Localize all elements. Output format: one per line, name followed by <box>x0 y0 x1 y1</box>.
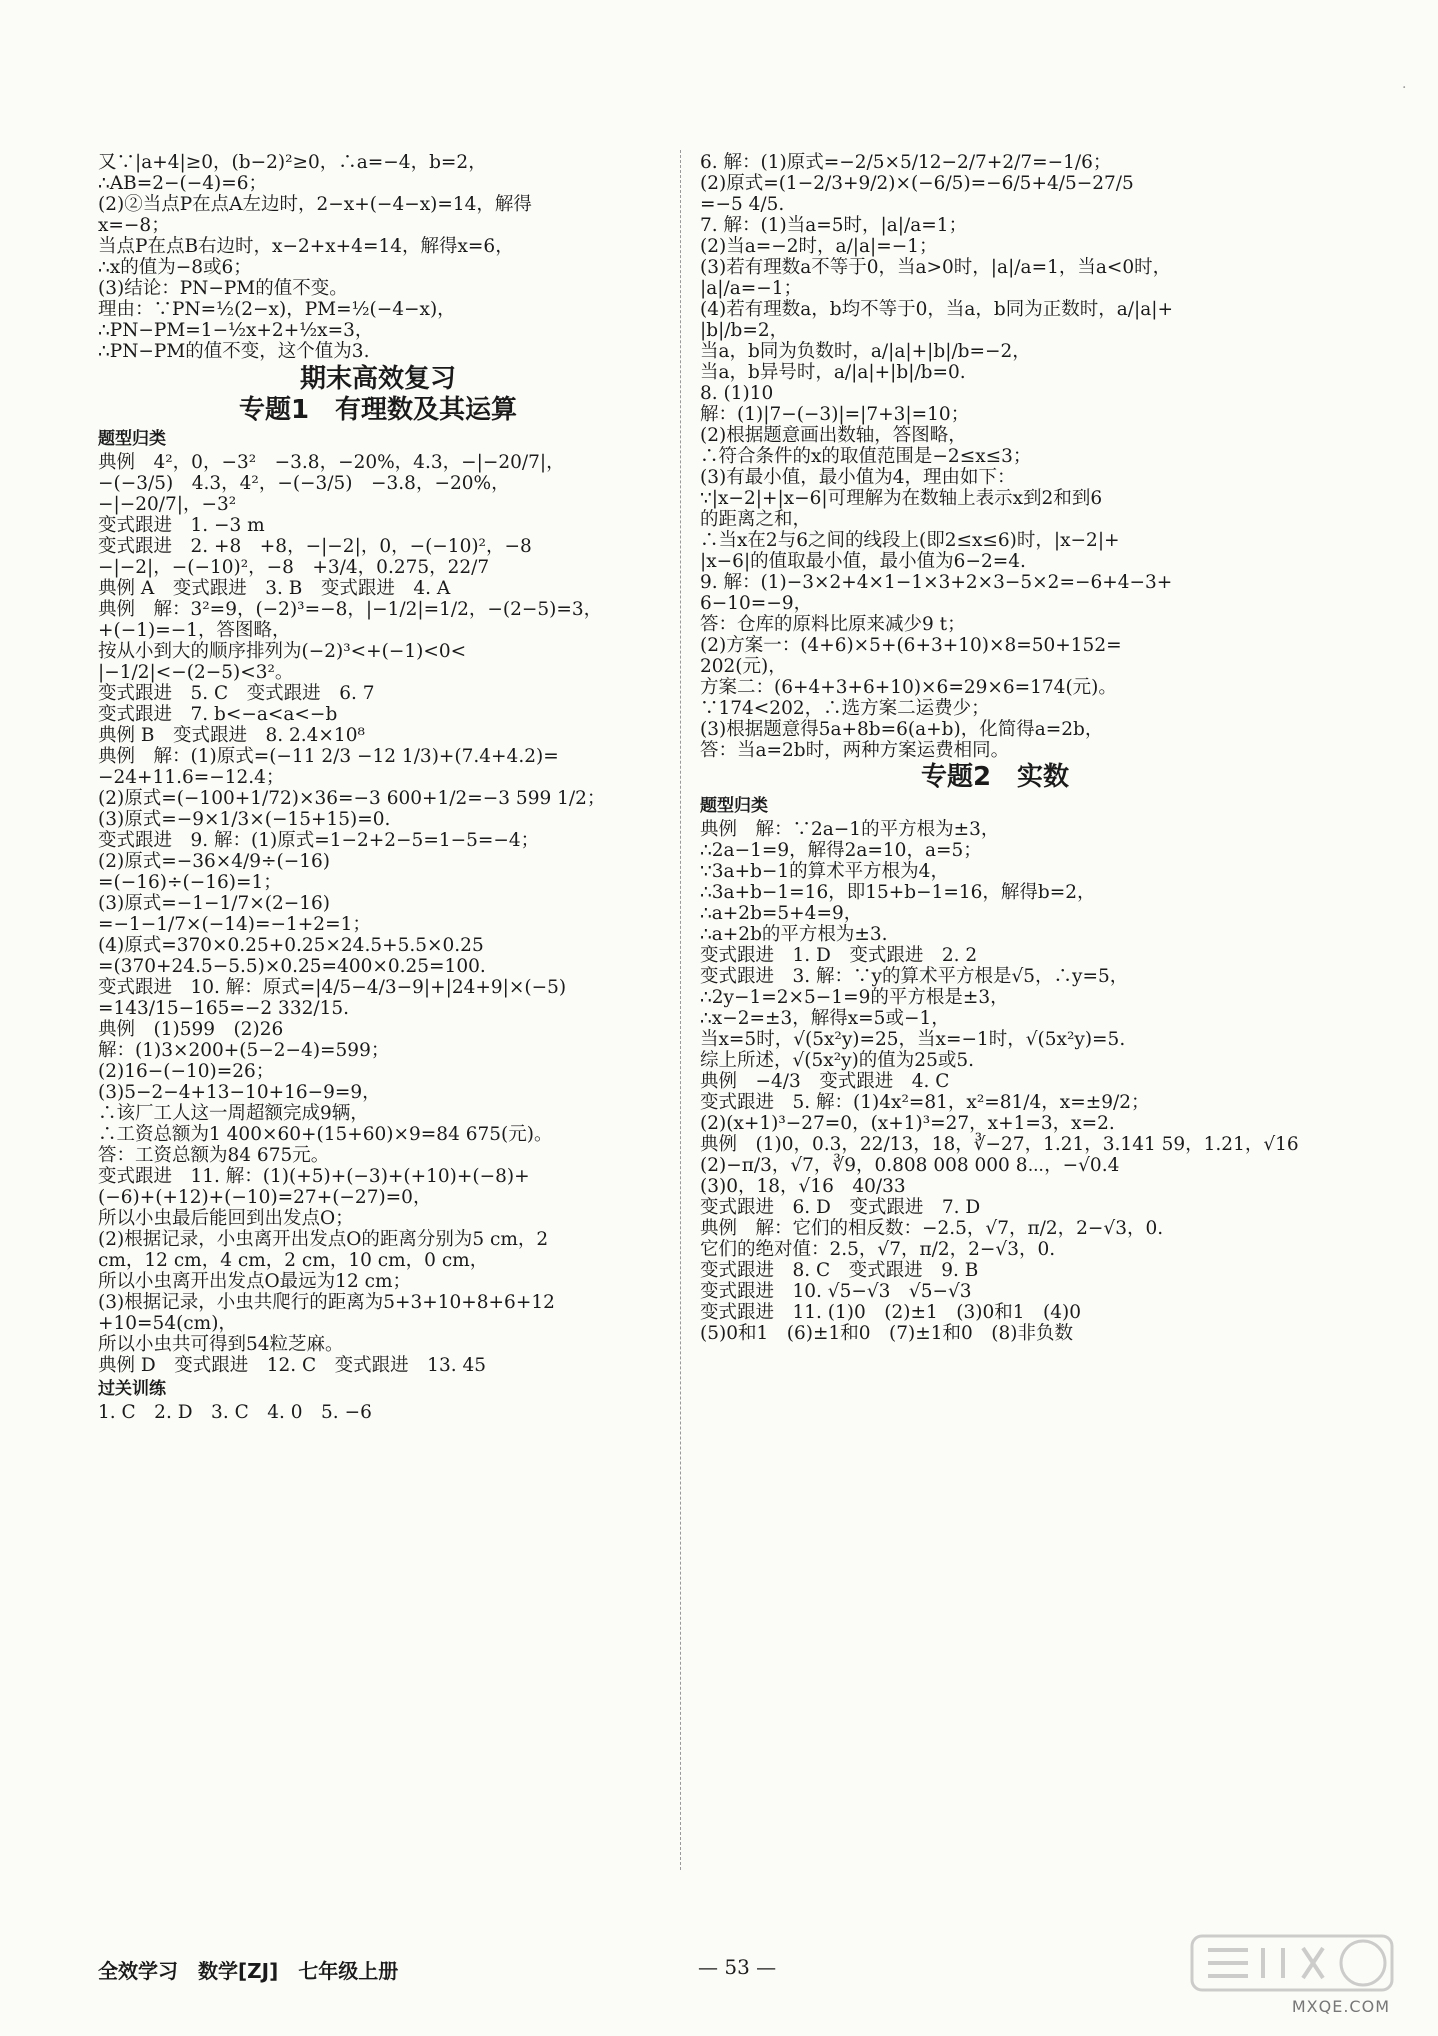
answer-line: (3)有最小值，最小值为4，理由如下： <box>700 467 1016 488</box>
answer-line: 变式跟进 10. 解：原式=|4/5−4/3−9|+|24+9|×(−5) <box>98 977 567 998</box>
answer-line: 综上所述，√(5x²y)的值为25或5. <box>700 1050 974 1071</box>
answer-line: (2)原式=−36×4/9÷(−16) <box>98 851 330 872</box>
answer-line: (4)原式=370×0.25+0.25×24.5+5.5×0.25 <box>98 935 484 956</box>
subhead-type-summary-2: 题型归类 <box>700 796 768 816</box>
page-number: — 53 — <box>698 1955 777 1979</box>
answer-line: 理由：∵PN=½(2−x)，PM=½(−4−x)， <box>98 299 456 320</box>
answer-line: (2)当a=−2时，a/|a|=−1； <box>700 236 938 257</box>
answer-line: 答：当a=2b时，两种方案运费相同。 <box>700 740 1010 761</box>
answer-line: (5)0和1 (6)±1和0 (7)±1和0 (8)非负数 <box>700 1323 1073 1344</box>
right-main-block <box>700 152 1290 761</box>
answer-line: (−6)+(+12)+(−10)=27+(−27)=0， <box>98 1187 432 1208</box>
answer-line: 又∵|a+4|≥0，(b−2)²≥0，∴a=−4，b=2， <box>98 152 487 173</box>
answer-line: cm，12 cm，4 cm，2 cm，10 cm，0 cm， <box>98 1250 489 1271</box>
answer-line: 典例 (1)0，0.3，22/13，18，∛−27，1.21，3.141 59，1.21，√16 <box>700 1134 1299 1155</box>
right-topic2-block <box>700 819 1299 1344</box>
answer-line: 当a，b同为负数时，a/|a|+|b|/b=−2， <box>700 341 1031 362</box>
answer-line: −|−20/7|，−3² <box>98 494 237 515</box>
answer-line: 变式跟进 10. √5−√3 √5−√3 <box>700 1281 972 1302</box>
answer-line: 变式跟进 5. C 变式跟进 6. 7 <box>98 683 375 704</box>
answer-line: x=−8； <box>98 215 170 236</box>
answer-line: ∴2y−1=2×5−1=9的平方根是±3， <box>700 987 1009 1008</box>
answer-line: −|−2|，−(−10)²，−8 +3/4，0.275，22/7 <box>98 557 490 578</box>
answer-line: |a|/a=−1； <box>700 278 803 299</box>
answer-line: ∴工资总额为1 400×60+(15+60)×9=84 675(元)。 <box>98 1124 553 1145</box>
right-column <box>700 152 1299 1344</box>
answer-line: (2)根据题意画出数轴，答图略， <box>700 425 967 446</box>
section-title: 期末高效复习 <box>299 364 456 394</box>
answer-line: (3)根据题意得5a+8b=6(a+b)，化简得a=2b， <box>700 719 1104 740</box>
answer-line: (3)根据记录，小虫共爬行的距离为5+3+10+8+6+12 <box>98 1292 555 1313</box>
answer-line: 典例 解：∵2a−1的平方根为±3， <box>700 819 1000 840</box>
answer-line: 变式跟进 7. b<−a<a<−b <box>98 704 338 725</box>
answer-line: (2)−π/3，√7，∛9，0.808 008 000 8⋯，−√0.4 <box>700 1155 1120 1176</box>
answer-line: 典例 (1)599 (2)26 <box>98 1019 284 1040</box>
answer-line: ∴符合条件的x的取值范围是−2≤x≤3； <box>700 446 1032 467</box>
answer-line: +10=54(cm)， <box>98 1313 237 1334</box>
answer-line: (2)(x+1)³−27=0，(x+1)³=27，x+1=3，x=2. <box>700 1113 1115 1134</box>
left-main-block <box>98 452 658 1376</box>
answer-line: =−1−1/7×(−14)=−1+2=1； <box>98 914 371 935</box>
answer-line: 典例 D 变式跟进 12. C 变式跟进 13. 45 <box>98 1355 487 1376</box>
answer-line: ∴a+2b=5+4=9， <box>700 903 863 924</box>
left-column <box>98 152 658 1423</box>
speck: · <box>1402 80 1407 96</box>
answer-line: 变式跟进 8. C 变式跟进 9. B <box>700 1260 979 1281</box>
answer-line: 所以小虫最后能回到出发点O； <box>98 1208 354 1229</box>
topic1-title: 专题1 有理数及其运算 <box>238 395 518 425</box>
answer-line: (2)方案一：(4+6)×5+(6+3+10)×8=50+152= <box>700 635 1122 656</box>
answer-line: 答：仓库的原料比原来减少9 t； <box>700 614 966 635</box>
answer-line: |−1/2|<−(2−5)<3²。 <box>98 662 294 683</box>
answer-line: 7. 解：(1)当a=5时，|a|/a=1； <box>700 215 968 236</box>
answer-line: 变式跟进 11. (1)0 (2)±1 (3)0和1 (4)0 <box>700 1302 1081 1323</box>
answer-line: (3)原式=−1−1/7×(2−16) <box>98 893 330 914</box>
answer-line: 8. (1)10 <box>700 383 774 404</box>
answer-line: =−5 4/5. <box>700 194 785 215</box>
answer-line: 的距离之和， <box>700 509 812 530</box>
answer-line: 典例 B 变式跟进 8. 2.4×10⁸ <box>98 725 365 746</box>
answer-line: 6. 解：(1)原式=−2/5×5/12−2/7+2/7=−1/6； <box>700 152 1112 173</box>
answer-line: 典例 A 变式跟进 3. B 变式跟进 4. A <box>98 578 451 599</box>
answer-line: 变式跟进 1. −3 m <box>98 515 265 536</box>
answer-line: 按从小到大的顺序排列为(−2)³<+(−1)<0< <box>98 641 467 662</box>
answer-line: (3)原式=−9×1/3×(−15+15)=0. <box>98 809 391 830</box>
answer-line: (2)原式=(−100+1/72)×36=−3 600+1/2=−3 599 1/2； <box>98 788 606 809</box>
answer-line: 它们的绝对值：2.5，√7，π/2，2−√3，0. <box>700 1239 1056 1260</box>
answer-line: 典例 4²，0，−3² −3.8，−20%，4.3，−|−20/7|， <box>98 452 565 473</box>
answer-line: 9. 解：(1)−3×2+4×1−1×3+2×3−5×2=−6+4−3+ <box>700 572 1173 593</box>
answer-line: 202(元)， <box>700 656 787 677</box>
answer-line: |b|/b=2， <box>700 320 789 341</box>
answer-line: (2)原式=(1−2/3+9/2)×(−6/5)=−6/5+4/5−27/5 <box>700 173 1134 194</box>
answer-line: (3)5−2−4+13−10+16−9=9， <box>98 1082 381 1103</box>
answer-line: ∵|x−2|+|x−6|可理解为在数轴上表示x到2和到6 <box>700 488 1103 509</box>
left-top-block <box>98 152 658 362</box>
answer-line: 所以小虫共可得到54粒芝麻。 <box>98 1334 344 1355</box>
answer-line: 6−10=−9， <box>700 593 813 614</box>
answer-line: 当a，b异号时，a/|a|+|b|/b=0. <box>700 362 966 383</box>
answer-line: ∴a+2b的平方根为±3. <box>700 924 888 945</box>
answer-line: ∵3a+b−1的算术平方根为4， <box>700 861 949 882</box>
subhead-pass-training: 过关训练 <box>98 1379 166 1399</box>
answer-line: ∵174<202，∴选方案二运费少； <box>700 698 990 719</box>
answer-line: ∴3a+b−1=16，即15+b−1=16，解得b=2， <box>700 882 1096 903</box>
answer-line: 典例 −4/3 变式跟进 4. C <box>700 1071 950 1092</box>
answer-line: =(−16)÷(−16)=1； <box>98 872 282 893</box>
answer-line: 方案二：(6+4+3+6+10)×6=29×6=174(元)。 <box>700 677 1117 698</box>
answer-line: ∴AB=2−(−4)=6； <box>98 173 267 194</box>
answer-line: 当点P在点B右边时，x−2+x+4=14，解得x=6， <box>98 236 514 257</box>
answer-line: =(370+24.5−5.5)×0.25=400×0.25=100. <box>98 956 486 977</box>
answer-line: (3)若有理数a不等于0，当a>0时，|a|/a=1，当a<0时， <box>700 257 1172 278</box>
answer-line: ∴x−2=±3，解得x=5或−1， <box>700 1008 950 1029</box>
answer-line: 变式跟进 5. 解：(1)4x²=81，x²=81/4，x=±9/2； <box>700 1092 1150 1113</box>
answer-line: ∴当x在2与6之间的线段上(即2≤x≤6)时，|x−2|+ <box>700 530 1120 551</box>
answer-line: 典例 解：(1)原式=(−11 2/3 −12 1/3)+(7.4+4.2)= <box>98 746 559 767</box>
answer-line: (2)16−(−10)=26； <box>98 1061 275 1082</box>
answer-line: ∴x的值为−8或6； <box>98 257 252 278</box>
topic2-title: 专题2 实数 <box>920 762 1070 792</box>
answer-line: 典例 解：它们的相反数：−2.5，√7，π/2，2−√3，0. <box>700 1218 1164 1239</box>
book-title: 全效学习 数学[ZJ] 七年级上册 <box>98 1959 399 1983</box>
answer-line: 所以小虫离开出发点O最远为12 cm； <box>98 1271 411 1292</box>
answer-line: 变式跟进 11. 解：(1)(+5)+(−3)+(+10)+(−8)+ <box>98 1166 530 1187</box>
answer-line: (3)结论：PN−PM的值不变。 <box>98 278 348 299</box>
answer-line: 当x=5时，√(5x²y)=25，当x=−1时，√(5x²y)=5. <box>700 1029 1126 1050</box>
answer-line: 典例 解：3²=9，(−2)³=−8，|−1/2|=1/2，−(2−5)=3， <box>98 599 603 620</box>
subhead-type-summary: 题型归类 <box>98 429 166 449</box>
column-divider <box>680 150 681 1870</box>
answer-line: 变式跟进 6. D 变式跟进 7. D <box>700 1197 981 1218</box>
answer-stamp-watermark-icon <box>1188 1928 1398 1998</box>
answer-line: 解：(1)3×200+(5−2−4)=599； <box>98 1040 390 1061</box>
answer-line: 变式跟进 3. 解：∵y的算术平方根是√5，∴y=5， <box>700 966 1129 987</box>
answer-line: −(−3/5) 4.3，4²，−(−3/5) −3.8，−20%， <box>98 473 510 494</box>
pass-training-answers: 1. C 2. D 3. C 4. 0 5. −6 <box>98 1402 372 1423</box>
answer-line: 变式跟进 1. D 变式跟进 2. 2 <box>700 945 978 966</box>
answer-line: (2)②当点P在点A左边时，2−x+(−4−x)=14，解得 <box>98 194 532 215</box>
answer-line: −24+11.6=−12.4； <box>98 767 285 788</box>
answer-line: |x−6|的值取最小值，最小值为6−2=4. <box>700 551 1026 572</box>
answer-line: (3)0，18，√16 40/33 <box>700 1176 906 1197</box>
answer-line: 变式跟进 9. 解：(1)原式=1−2+2−5=1−5=−4； <box>98 830 540 851</box>
answer-line: =143/15−165=−2 332/15. <box>98 998 350 1019</box>
answer-line: +(−1)=−1，答图略， <box>98 620 291 641</box>
answer-line: 解：(1)|7−(−3)|=|7+3|=10； <box>700 404 970 425</box>
watermark-text: MXQE.COM <box>1291 1997 1390 2016</box>
answer-line: ∴PN−PM的值不变，这个值为3. <box>98 341 370 362</box>
answer-line: 变式跟进 2. +8 +8，−|−2|，0，−(−10)²，−8 <box>98 536 532 557</box>
answer-line: ∴PN−PM=1−½x+2+½x=3， <box>98 320 374 341</box>
answer-line: ∴该厂工人这一周超额完成9辆， <box>98 1103 369 1124</box>
answer-line: (2)根据记录，小虫离开出发点O的距离分别为5 cm，2 <box>98 1229 549 1250</box>
answer-line: (4)若有理数a，b均不等于0，当a，b同为正数时，a/|a|+ <box>700 299 1173 320</box>
answer-line: 答：工资总额为84 675元。 <box>98 1145 330 1166</box>
answer-line: ∴2a−1=9，解得2a=10，a=5； <box>700 840 982 861</box>
